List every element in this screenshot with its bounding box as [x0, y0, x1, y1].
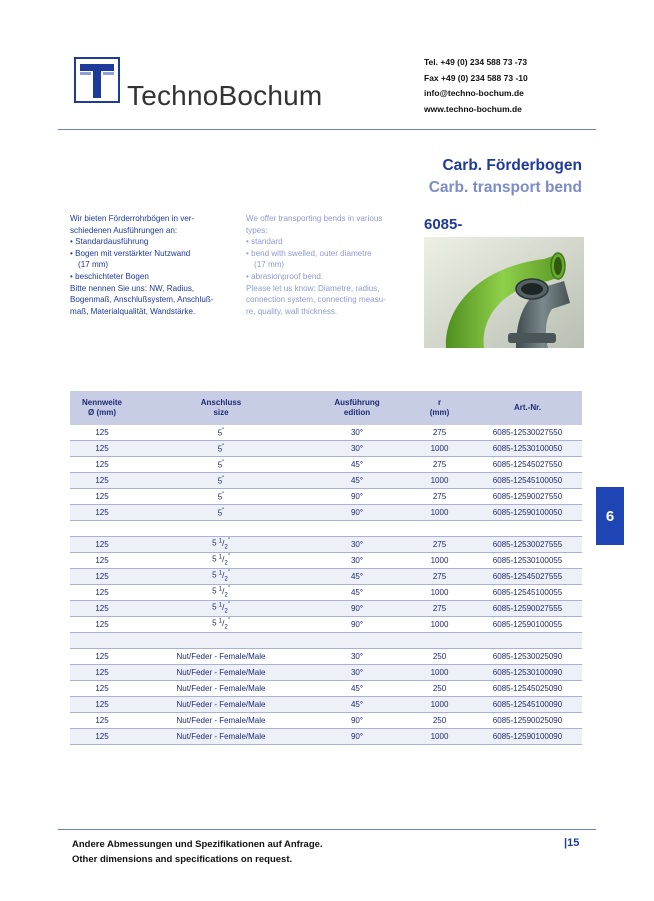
size-main: 5 [217, 476, 223, 486]
cell-art-nr: 6085-12590100090 [473, 729, 582, 745]
page-number: |15 [564, 837, 580, 849]
cell-art-nr: 6085-12530025090 [473, 649, 582, 665]
cell-art-nr: 6085-12590100050 [473, 505, 582, 521]
cell-ausfuehrung: 90° [308, 489, 406, 505]
cell-ausfuehrung: 30° [308, 649, 406, 665]
table-row [70, 441, 582, 457]
cell-nennweite: 125 [70, 617, 134, 633]
size-main: 5 [217, 508, 223, 518]
size-unit: " [227, 570, 230, 577]
cell-anschluss [134, 569, 308, 585]
cell-anschluss [134, 649, 308, 665]
table-spacer-row [70, 521, 582, 537]
size-main: 5 [217, 444, 223, 454]
cell-anschluss [134, 713, 308, 729]
cell-art-nr: 6085-12530027550 [473, 425, 582, 441]
cell-radius: 250 [406, 649, 473, 665]
size-unit: " [227, 538, 230, 545]
cell-nennweite: 125 [70, 537, 134, 553]
cell-ausfuehrung: 45° [308, 585, 406, 601]
footer-note-de: Andere Abmessungen und Spezifikationen auf Anfrage. [72, 839, 323, 850]
cell-radius: 1000 [406, 665, 473, 681]
table-cell [134, 521, 308, 537]
table-row [70, 665, 582, 681]
table-row [70, 649, 582, 665]
cell-nennweite: 125 [70, 729, 134, 745]
cell-radius: 275 [406, 537, 473, 553]
article-prefix: 6085- [424, 216, 463, 233]
cell-nennweite: 125 [70, 489, 134, 505]
table-cell [308, 633, 406, 649]
size-main: 5 [212, 587, 219, 597]
table-spacer-row [70, 633, 582, 649]
table-row [70, 617, 582, 633]
cell-ausfuehrung: 45° [308, 457, 406, 473]
size-fraction: $^1/_2$ [218, 586, 228, 599]
size-main: 5 [212, 619, 219, 629]
size-unit: " [222, 443, 225, 450]
cell-ausfuehrung: 90° [308, 729, 406, 745]
cell-art-nr: 6085-12590027550 [473, 489, 582, 505]
contact-tel: Tel. +49 (0) 234 588 73 -73 [424, 57, 528, 67]
cell-radius: 275 [406, 425, 473, 441]
table-row [70, 537, 582, 553]
cell-radius: 1000 [406, 729, 473, 745]
cell-anschluss [134, 537, 308, 553]
table-cell [70, 633, 134, 649]
cell-nennweite: 125 [70, 505, 134, 521]
table-row [70, 569, 582, 585]
size-main: 5 [217, 492, 223, 502]
cell-art-nr: 6085-12530100050 [473, 441, 582, 457]
size-fraction: $^1/_2$ [218, 570, 228, 583]
table-cell [406, 521, 473, 537]
cell-art-nr: 6085-12530027555 [473, 537, 582, 553]
cell-nennweite: 125 [70, 713, 134, 729]
description-en: We offer transporting bends in various types: • standard • bend with swelled, outer diametre (17 mm) • abrasionproof bend. Please let us know: Diametre, radius, connection system, connecting measu- re, quality, wall thickness. [246, 214, 386, 316]
size-unit: " [222, 427, 225, 434]
cell-radius: 1000 [406, 553, 473, 569]
cell-anschluss [134, 729, 308, 745]
table-row [70, 457, 582, 473]
cell-nennweite: 125 [70, 681, 134, 697]
size-fraction: $^1/_2$ [218, 538, 228, 551]
header-anschluss: Anschluss size [134, 391, 308, 425]
cell-art-nr: 6085-12545027550 [473, 457, 582, 473]
table-row [70, 505, 582, 521]
cell-ausfuehrung: 90° [308, 617, 406, 633]
cell-ausfuehrung: 45° [308, 681, 406, 697]
size-main: 5 [212, 571, 219, 581]
table-row [70, 697, 582, 713]
cell-art-nr: 6085-12545027555 [473, 569, 582, 585]
cell-ausfuehrung: 45° [308, 569, 406, 585]
cell-anschluss [134, 457, 308, 473]
size-fraction: $^1/_2$ [218, 618, 228, 631]
size-main: Nut/Feder - Female/Male [176, 684, 266, 693]
table-row [70, 601, 582, 617]
cell-radius: 250 [406, 681, 473, 697]
contact-web[interactable]: www.techno-bochum.de [424, 103, 522, 114]
cell-nennweite: 125 [70, 569, 134, 585]
cell-nennweite: 125 [70, 665, 134, 681]
cell-radius: 275 [406, 601, 473, 617]
cell-radius: 275 [406, 569, 473, 585]
table-body [70, 425, 582, 745]
specification-table [70, 391, 582, 745]
cell-anschluss [134, 425, 308, 441]
size-main: 5 [212, 603, 219, 613]
cell-art-nr: 6085-12545100050 [473, 473, 582, 489]
cell-art-nr: 6085-12590025090 [473, 713, 582, 729]
size-main: Nut/Feder - Female/Male [176, 732, 266, 741]
size-unit: " [222, 459, 225, 466]
table-row [70, 729, 582, 745]
table-row [70, 553, 582, 569]
chapter-tab[interactable]: 6 [596, 487, 624, 545]
cell-anschluss [134, 601, 308, 617]
cell-radius: 275 [406, 457, 473, 473]
cell-ausfuehrung: 90° [308, 505, 406, 521]
cell-ausfuehrung: 30° [308, 665, 406, 681]
cell-radius: 1000 [406, 617, 473, 633]
table-cell [70, 521, 134, 537]
cell-radius: 1000 [406, 505, 473, 521]
cell-nennweite: 125 [70, 649, 134, 665]
cell-art-nr: 6085-12545100055 [473, 585, 582, 601]
cell-nennweite: 125 [70, 457, 134, 473]
cell-art-nr: 6085-12530100055 [473, 553, 582, 569]
product-photo [424, 237, 584, 348]
cell-nennweite: 125 [70, 441, 134, 457]
page-title-en: Carb. transport bend [428, 179, 582, 196]
size-main: Nut/Feder - Female/Male [176, 652, 266, 661]
cell-anschluss [134, 489, 308, 505]
size-unit: " [227, 554, 230, 561]
cell-ausfuehrung: 30° [308, 425, 406, 441]
contact-fax: Fax +49 (0) 234 588 73 -10 [424, 72, 528, 83]
cell-anschluss [134, 697, 308, 713]
footer-divider [58, 829, 596, 830]
size-main: 5 [212, 555, 219, 565]
size-main: 5 [217, 460, 223, 470]
table-row [70, 713, 582, 729]
size-unit: " [222, 475, 225, 482]
cell-nennweite: 125 [70, 553, 134, 569]
size-unit: " [227, 586, 230, 593]
cell-ausfuehrung: 30° [308, 553, 406, 569]
footer-note [72, 837, 323, 867]
cell-ausfuehrung: 90° [308, 713, 406, 729]
table-cell [473, 633, 582, 649]
cell-radius: 1000 [406, 585, 473, 601]
size-fraction: $^1/_2$ [218, 554, 228, 567]
cell-ausfuehrung: 30° [308, 537, 406, 553]
cell-anschluss [134, 585, 308, 601]
cell-ausfuehrung: 45° [308, 473, 406, 489]
table-row [70, 489, 582, 505]
size-main: Nut/Feder - Female/Male [176, 700, 266, 709]
cell-radius: 275 [406, 489, 473, 505]
size-main: 5 [212, 539, 219, 549]
cell-nennweite: 125 [70, 425, 134, 441]
cell-anschluss [134, 665, 308, 681]
table-header-row [70, 391, 582, 425]
technobochum-logo-icon [74, 57, 120, 103]
cell-anschluss [134, 681, 308, 697]
cell-anschluss [134, 505, 308, 521]
cell-anschluss [134, 617, 308, 633]
size-fraction: $^1/_2$ [218, 602, 228, 615]
size-unit: " [227, 602, 230, 609]
brand-name: TechnoBochum [127, 80, 323, 111]
description-de: Wir bieten Förderrohrbögen in ver- schiedenen Ausführungen an: • Standardausführung • Bogen mit verstärkter Nutzwand (17 mm) • beschichteter Bogen Bitte nennen Sie uns: NW, Radius, Bogenmaß, Anschlußsystem, Anschluß- maß, Materialqualität, Wandstärke. [70, 214, 214, 316]
header-radius: r (mm) [406, 391, 473, 425]
cell-nennweite: 125 [70, 697, 134, 713]
header-nennweite: Nennweite Ø (mm) [70, 391, 134, 425]
cell-nennweite: 125 [70, 601, 134, 617]
table-cell [134, 633, 308, 649]
size-unit: " [227, 618, 230, 625]
size-main: Nut/Feder - Female/Male [176, 716, 266, 725]
cell-radius: 250 [406, 713, 473, 729]
cell-art-nr: 6085-12545100090 [473, 697, 582, 713]
header-ausfuehrung: Ausführung edition [308, 391, 406, 425]
cell-art-nr: 6085-12530100090 [473, 665, 582, 681]
cell-anschluss [134, 473, 308, 489]
cell-art-nr: 6085-12590100055 [473, 617, 582, 633]
cell-radius: 1000 [406, 697, 473, 713]
contact-block [424, 55, 528, 117]
header-divider [58, 129, 596, 130]
cell-ausfuehrung: 90° [308, 601, 406, 617]
size-main: Nut/Feder - Female/Male [176, 668, 266, 677]
page-title-de: Carb. Förderbogen [442, 157, 582, 174]
contact-email[interactable]: info@techno-bochum.de [424, 88, 524, 98]
cell-art-nr: 6085-12545025090 [473, 681, 582, 697]
size-unit: " [222, 507, 225, 514]
table-row [70, 681, 582, 697]
header-art-nr: Art.-Nr. [473, 391, 582, 425]
cell-anschluss [134, 553, 308, 569]
cell-radius: 1000 [406, 473, 473, 489]
cell-anschluss [134, 441, 308, 457]
cell-ausfuehrung: 30° [308, 441, 406, 457]
table-cell [473, 521, 582, 537]
table-row [70, 473, 582, 489]
size-unit: " [222, 491, 225, 498]
table-row [70, 425, 582, 441]
size-main: 5 [217, 428, 223, 438]
cell-art-nr: 6085-12590027555 [473, 601, 582, 617]
table-cell [308, 521, 406, 537]
cell-nennweite: 125 [70, 585, 134, 601]
table-cell [406, 633, 473, 649]
cell-nennweite: 125 [70, 473, 134, 489]
footer-note-en: Other dimensions and specifications on request. [72, 854, 293, 865]
cell-ausfuehrung: 45° [308, 697, 406, 713]
table-row [70, 585, 582, 601]
cell-radius: 1000 [406, 441, 473, 457]
